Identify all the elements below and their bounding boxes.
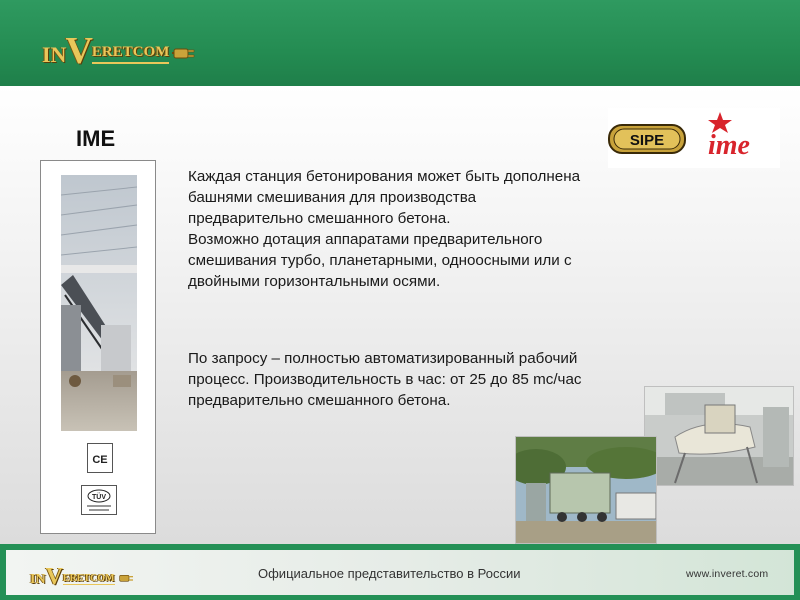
footer-logo-in-text: IN: [30, 572, 46, 587]
description-paragraph-1: Каждая станция бетонирования может быть дополнена башнями смешивания для производства предварительно смешанного бетона. Возможно дотация аппаратами предварительного смешивания турбо, планетарными, одноосными или с двойными горизонтальными осями.: [188, 168, 581, 290]
inveretcom-logo: [42, 28, 198, 72]
sipe-logo: [608, 122, 688, 156]
logo-in-text: IN: [42, 42, 67, 67]
photo-panel: [40, 160, 156, 534]
footer-plug-icon: [118, 572, 136, 584]
description-paragraph-2: По запросу – полностью автоматизированный рабочий процесс. Производительность в час: от 25 до 85 mc/час предварительно смешанного бетона.: [188, 350, 582, 409]
footer-logo-rest-text: ERETCOM: [62, 573, 115, 584]
plug-icon: [172, 44, 198, 62]
svg-text:TÜV: TÜV: [92, 494, 106, 501]
logo-v-text: V: [65, 30, 93, 72]
ime-logo: [702, 110, 780, 164]
mixer-photo: [644, 386, 794, 486]
tuv-mark-icon: [81, 485, 117, 515]
svg-text:SIPE: SIPE: [629, 132, 665, 149]
ce-mark-icon: [87, 443, 113, 473]
logo-rest-text: ERETCOM: [92, 44, 170, 64]
slide-title: IME: [76, 126, 116, 151]
footer-website-link[interactable]: www.inveret.com: [686, 568, 769, 580]
footer-logo-v-text: V: [45, 564, 63, 590]
footer-caption: Официальное представительство в России: [258, 566, 521, 581]
plant-interior-photo: [61, 175, 137, 431]
inveretcom-footer-logo: [30, 562, 136, 588]
svg-text:ime: ime: [708, 130, 750, 161]
partner-logos: [608, 108, 780, 168]
batching-plant-photo: [515, 436, 657, 544]
svg-text:CE: CE: [92, 454, 108, 466]
